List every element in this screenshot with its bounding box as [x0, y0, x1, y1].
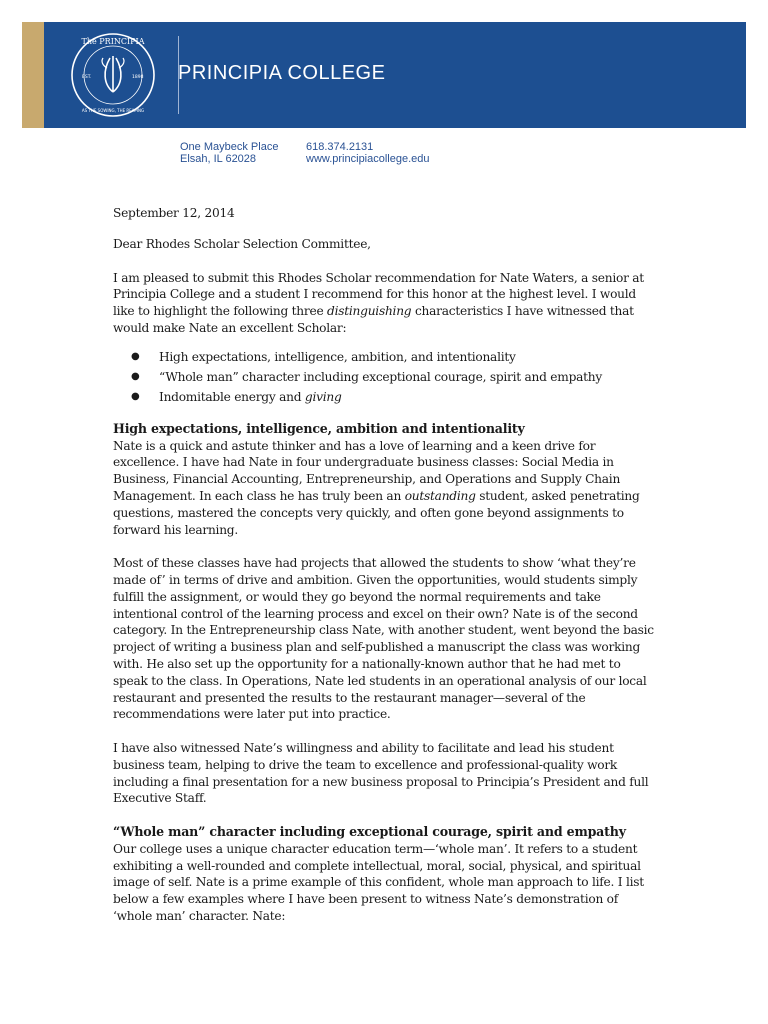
paragraph: Most of these classes have had projects that allowed the students to show ‘what they’re made of’ in terms of drive and ambition. Given the opportunities, would students simply fulfill the assignment, or would they go beyond the normal requirements and take intentional control of the learning process and excel on their own? Nate is of the second category. In the Entrepreneurship class Nate, with another student, went beyond the basic project of writing a business plan and self-published a manuscript the class was working with. He also set up the opportunity for a nationally-known author that he had met to speak to the class. In Operations, Nate led students in an operational analysis of our local restaurant and presented the results to the restaurant manager—several of the recommendations were later put into practice. [113, 556, 654, 722]
phone-number: 618.374.2131 [306, 141, 374, 153]
letter-date: September 12, 2014 [113, 206, 235, 220]
bullet-text: High expectations, intelligence, ambition, and intentionality [159, 349, 516, 364]
gold-accent-bar [22, 22, 44, 128]
paragraph [113, 438, 658, 539]
intro-emphasis: distinguishing [327, 304, 412, 319]
intro-paragraph [113, 270, 658, 337]
characteristics-list [113, 347, 658, 407]
bullet-icon: ● [131, 350, 140, 362]
list-item [113, 347, 658, 367]
seal-est: EST. [82, 75, 92, 80]
seal-year: 1898 [132, 75, 144, 80]
bullet-icon: ● [131, 390, 140, 402]
city-address: Elsah, IL 62028 [180, 153, 257, 165]
salutation: Dear Rhodes Scholar Selection Committee, [113, 236, 371, 251]
intro-text-2: characteristics I have witnessed that would make Nate an excellent Scholar: [113, 304, 634, 335]
section-heading: High expectations, intelligence, ambition and intentionality [113, 420, 525, 436]
list-item [113, 387, 658, 407]
paragraph-text: Nate is a quick and astute thinker and has a love of learning and a keen drive for excellence. I have had Nate in four undergraduate business classes: Social Media in Business, Financial Accounting, Entrepreneurship, and Operations and Supply Chain Management. In each class he has truly been an [113, 438, 621, 503]
college-name: PRINCIPIA COLLEGE [178, 62, 386, 84]
paragraph: I have also witnessed Nate’s willingness and ability to facilitate and lead his student business team, helping to drive the team to excellence and professional-quality work including a final presentation for a new business proposal to Principia’s President and full Executive Staff. [113, 740, 649, 806]
section-heading: “Whole man” character including exceptional courage, spirit and empathy [113, 823, 626, 839]
seal-motto: AS THE SOWING, THE REAPING [81, 108, 145, 113]
paragraph-text: student, asked penetrating questions, mastered the concepts very quickly, and often gone beyond assignments to forward his learning. [113, 488, 640, 537]
intro-text-1: I am pleased to submit this Rhodes Scholar recommendation for Nate Waters, a senior at Principia College and a student I recommend for this honor at the highest level. I would like to highlight the following three [113, 270, 644, 319]
bullet-text: “Whole man” character including exceptional courage, spirit and empathy [159, 369, 603, 384]
college-seal-icon [70, 32, 156, 118]
address-block [180, 141, 278, 165]
paragraph-emphasis: outstanding [404, 488, 476, 503]
bullet-icon: ● [131, 370, 140, 382]
contact-block [306, 141, 430, 165]
letter-body [113, 205, 658, 925]
paragraph: Our college uses a unique character education term—‘whole man’. It refers to a student exhibiting a well-rounded and complete intellectual, moral, social, physical, and spiritual image of self. Nate is a prime example of this confident, whole man approach to life. I list below a few examples where I have been present to witness Nate’s demonstration of ‘whole man’ character. Nate: [113, 841, 644, 923]
bullet-emphasis: giving [304, 389, 342, 404]
bullet-text: Indomitable energy and [159, 389, 305, 404]
list-item [113, 367, 658, 387]
seal-title: The PRINCIPIA [81, 37, 145, 46]
letterhead-banner [22, 22, 746, 128]
website-link[interactable]: www.principiacollege.edu [306, 153, 430, 165]
street-address: One Maybeck Place [180, 141, 279, 153]
